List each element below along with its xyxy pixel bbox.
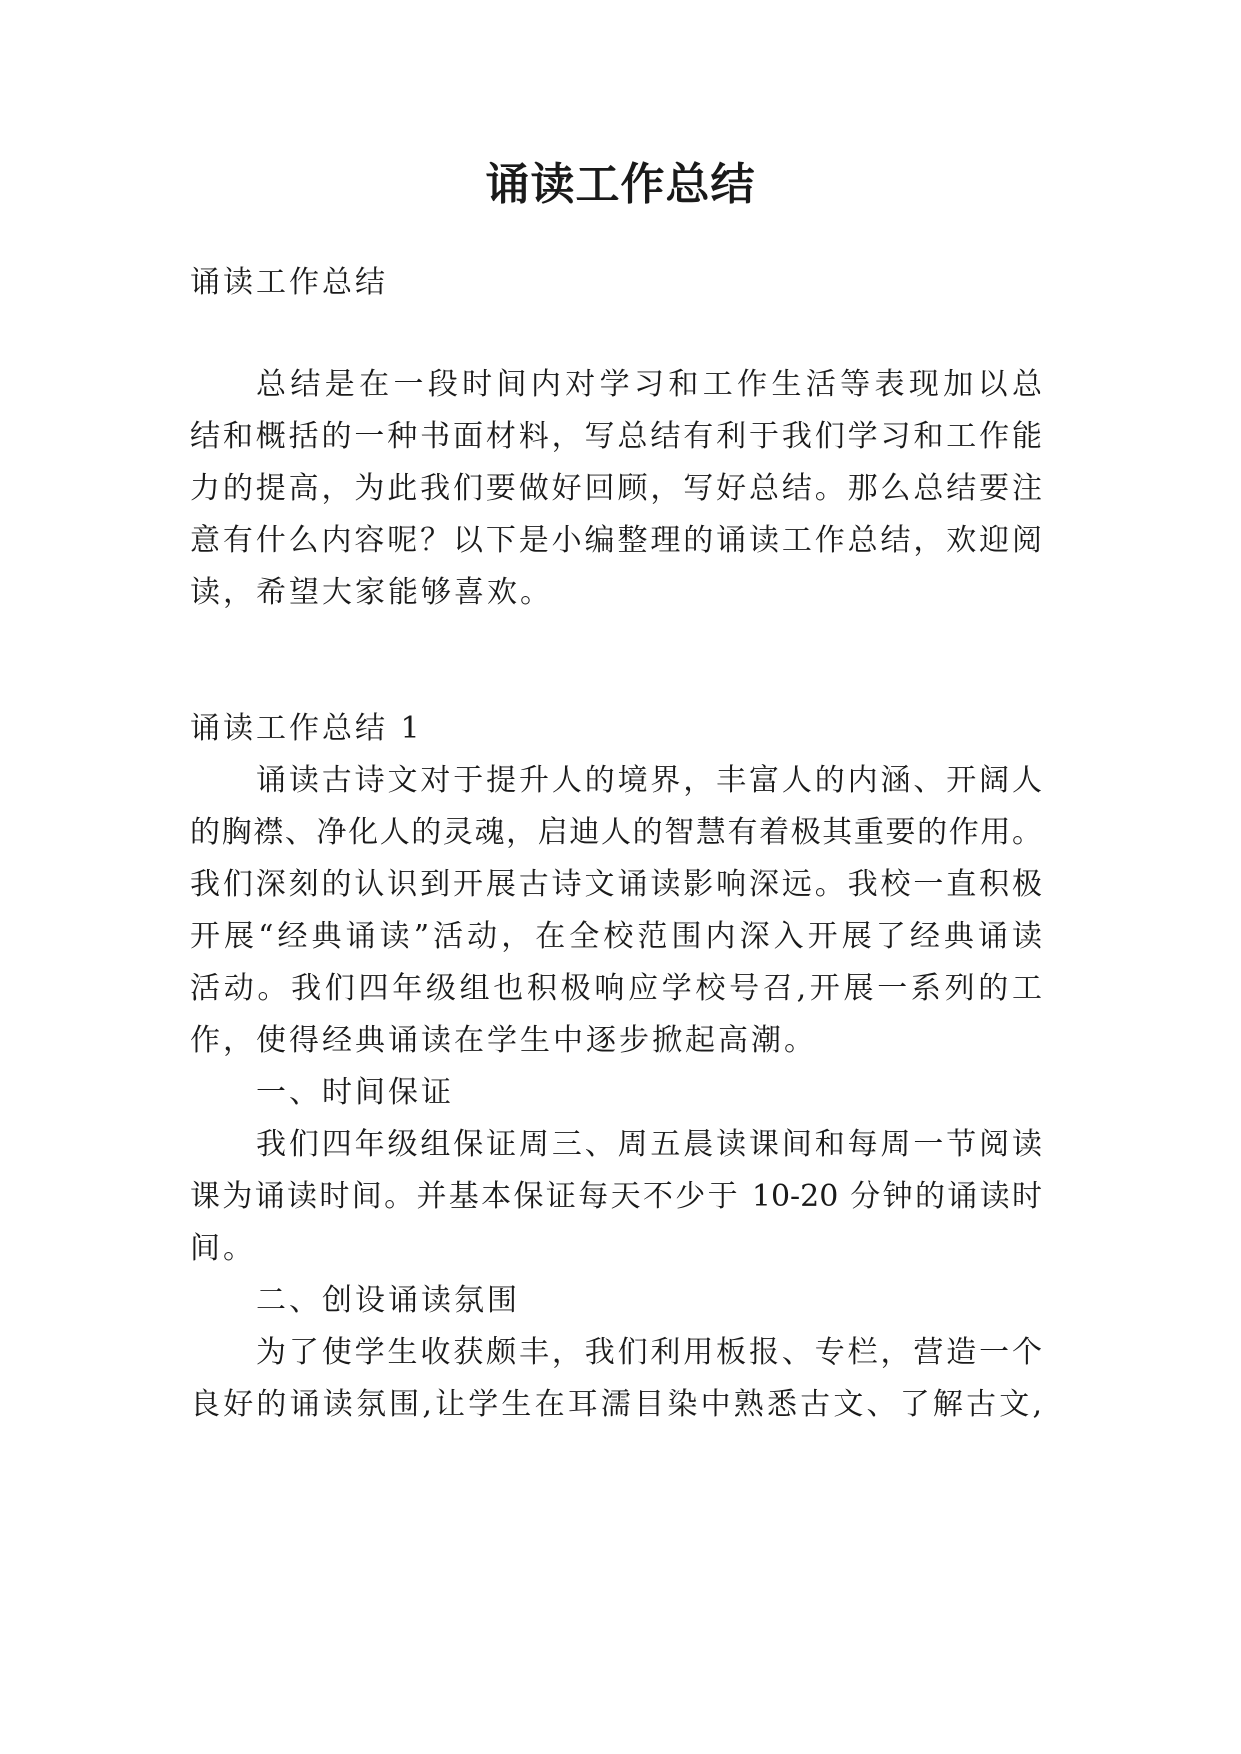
body-line: 开展“经典诵读”活动，在全校范围内深入开展了经典诵读: [190, 919, 1042, 954]
intro-line: 读，希望大家能够喜欢。: [190, 575, 553, 610]
body-line: 活动。我们四年级组也积极响应学校号召,开展一系列的工: [190, 971, 1042, 1006]
body-line: 为了使学生收获颇丰，我们利用板报、专栏，营造一个: [256, 1335, 1042, 1370]
point-heading: 二、创设诵读氛围: [256, 1283, 520, 1318]
body-line: 课为诵读时间。并基本保证每天不少于 10-20 分钟的诵读时: [190, 1179, 1042, 1214]
body-line: 我们深刻的认识到开展古诗文诵读影响深远。我校一直积极: [190, 867, 1042, 902]
section-heading: 诵读工作总结 1: [190, 711, 423, 746]
body-line: 良好的诵读氛围,让学生在耳濡目染中熟悉古文、了解古文,: [190, 1387, 1042, 1422]
body-line: 作，使得经典诵读在学生中逐步掀起高潮。: [190, 1023, 817, 1058]
body-line: 诵读古诗文对于提升人的境界，丰富人的内涵、开阔人: [256, 763, 1042, 798]
point-heading: 一、时间保证: [256, 1075, 454, 1110]
intro-line: 总结是在一段时间内对学习和工作生活等表现加以总: [256, 367, 1042, 402]
intro-line: 意有什么内容呢？以下是小编整理的诵读工作总结，欢迎阅: [190, 523, 1042, 558]
subtitle: 诵读工作总结: [190, 265, 388, 300]
intro-line: 结和概括的一种书面材料，写总结有利于我们学习和工作能: [190, 419, 1042, 454]
body-line: 我们四年级组保证周三、周五晨读课间和每周一节阅读: [256, 1127, 1042, 1162]
document-title: 诵读工作总结: [485, 159, 756, 210]
body-line: 的胸襟、净化人的灵魂，启迪人的智慧有着极其重要的作用。: [190, 815, 1042, 850]
intro-line: 力的提高，为此我们要做好回顾，写好总结。那么总结要注: [190, 471, 1042, 506]
body-line: 间。: [190, 1231, 256, 1266]
